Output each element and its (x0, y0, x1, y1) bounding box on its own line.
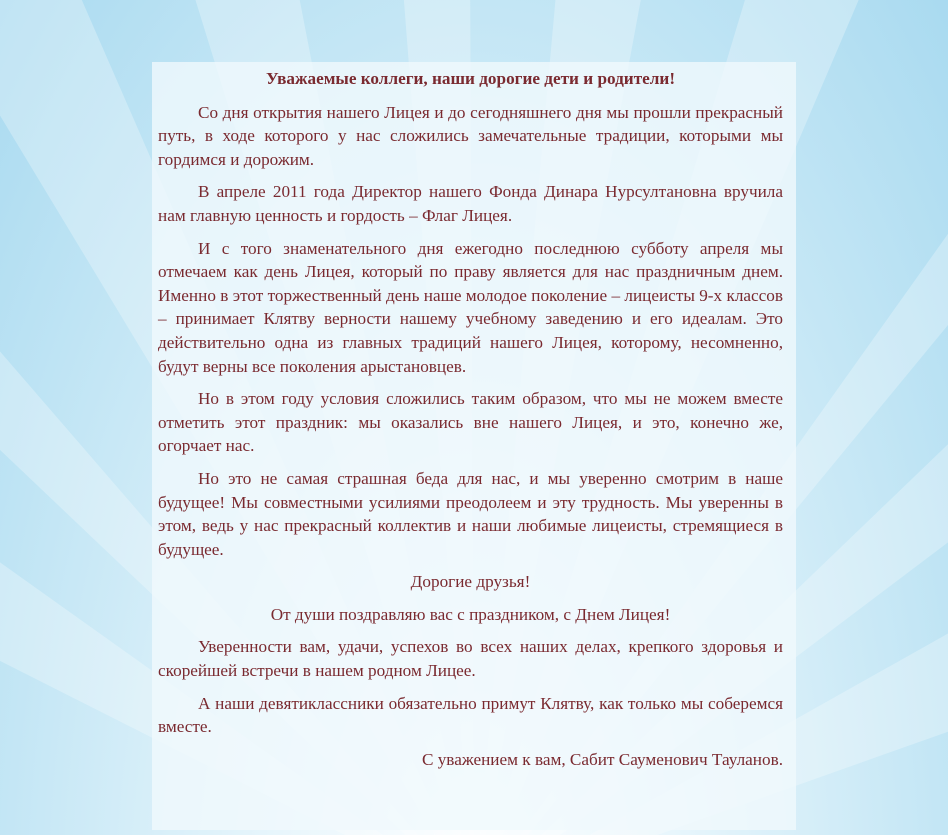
letter-title: Уважаемые коллеги, наши дорогие дети и родители! (265, 69, 676, 88)
paragraph-5: Но это не самая страшная беда для нас, и мы уверенно смотрим в наше будущее! Мы совместными усилиями преодолеем и эту трудность. Мы уверенны в этом, ведь у нас прекрасный коллектив и наши любимые лицеисты, стремящиеся в будущее. (158, 468, 783, 559)
signature: С уважением к вам, Сабит Сауменович Тауланов. (421, 749, 783, 769)
paragraph-2: В апреле 2011 года Директор нашего Фонда Динара Нурсултановна вручила нам главную ценность и гордость – Флаг Лицея. (158, 182, 783, 225)
paragraph-3: И с того знаменательного дня ежегодно последнюю субботу апреля мы отмечаем как день Лицея, который по праву является для нас праздничным днем. Именно в этот торжественный день наше молодое поколение – лицеисты 9-х классов – принимает Клятву верности нашему учебному заведению и его идеалам. Это действительно одна из главных традиций нашего Лицея, которому, несомненно, будут верны все поколения арыстановцев. (158, 238, 783, 376)
paragraph-7: А наши девятиклассники обязательно примут Клятву, как только мы соберемся вместе. (158, 693, 783, 737)
congratulation-line: От души поздравляю вас с праздником, с Днем Лицея! (270, 604, 671, 624)
letter-body (158, 67, 783, 771)
greeting-line: Дорогие друзья! (410, 572, 531, 592)
paragraph-4: Но в этом году условия сложились таким образом, что мы не можем вместе отметить этот праздник: мы оказались вне нашего Лицея, и это, конечно же, огорчает нас. (158, 389, 783, 456)
paragraph-6: Уверенности вам, удачи, успехов во всех наших делах, крепкого здоровья и скорейшей встречи в нашем родном Лицее. (158, 637, 783, 681)
paragraph-1: Со дня открытия нашего Лицея и до сегодняшнего дня мы прошли прекрасный путь, в ходе которого у нас сложились замечательные традиции, которыми мы гордимся и дорожим. (158, 102, 783, 169)
